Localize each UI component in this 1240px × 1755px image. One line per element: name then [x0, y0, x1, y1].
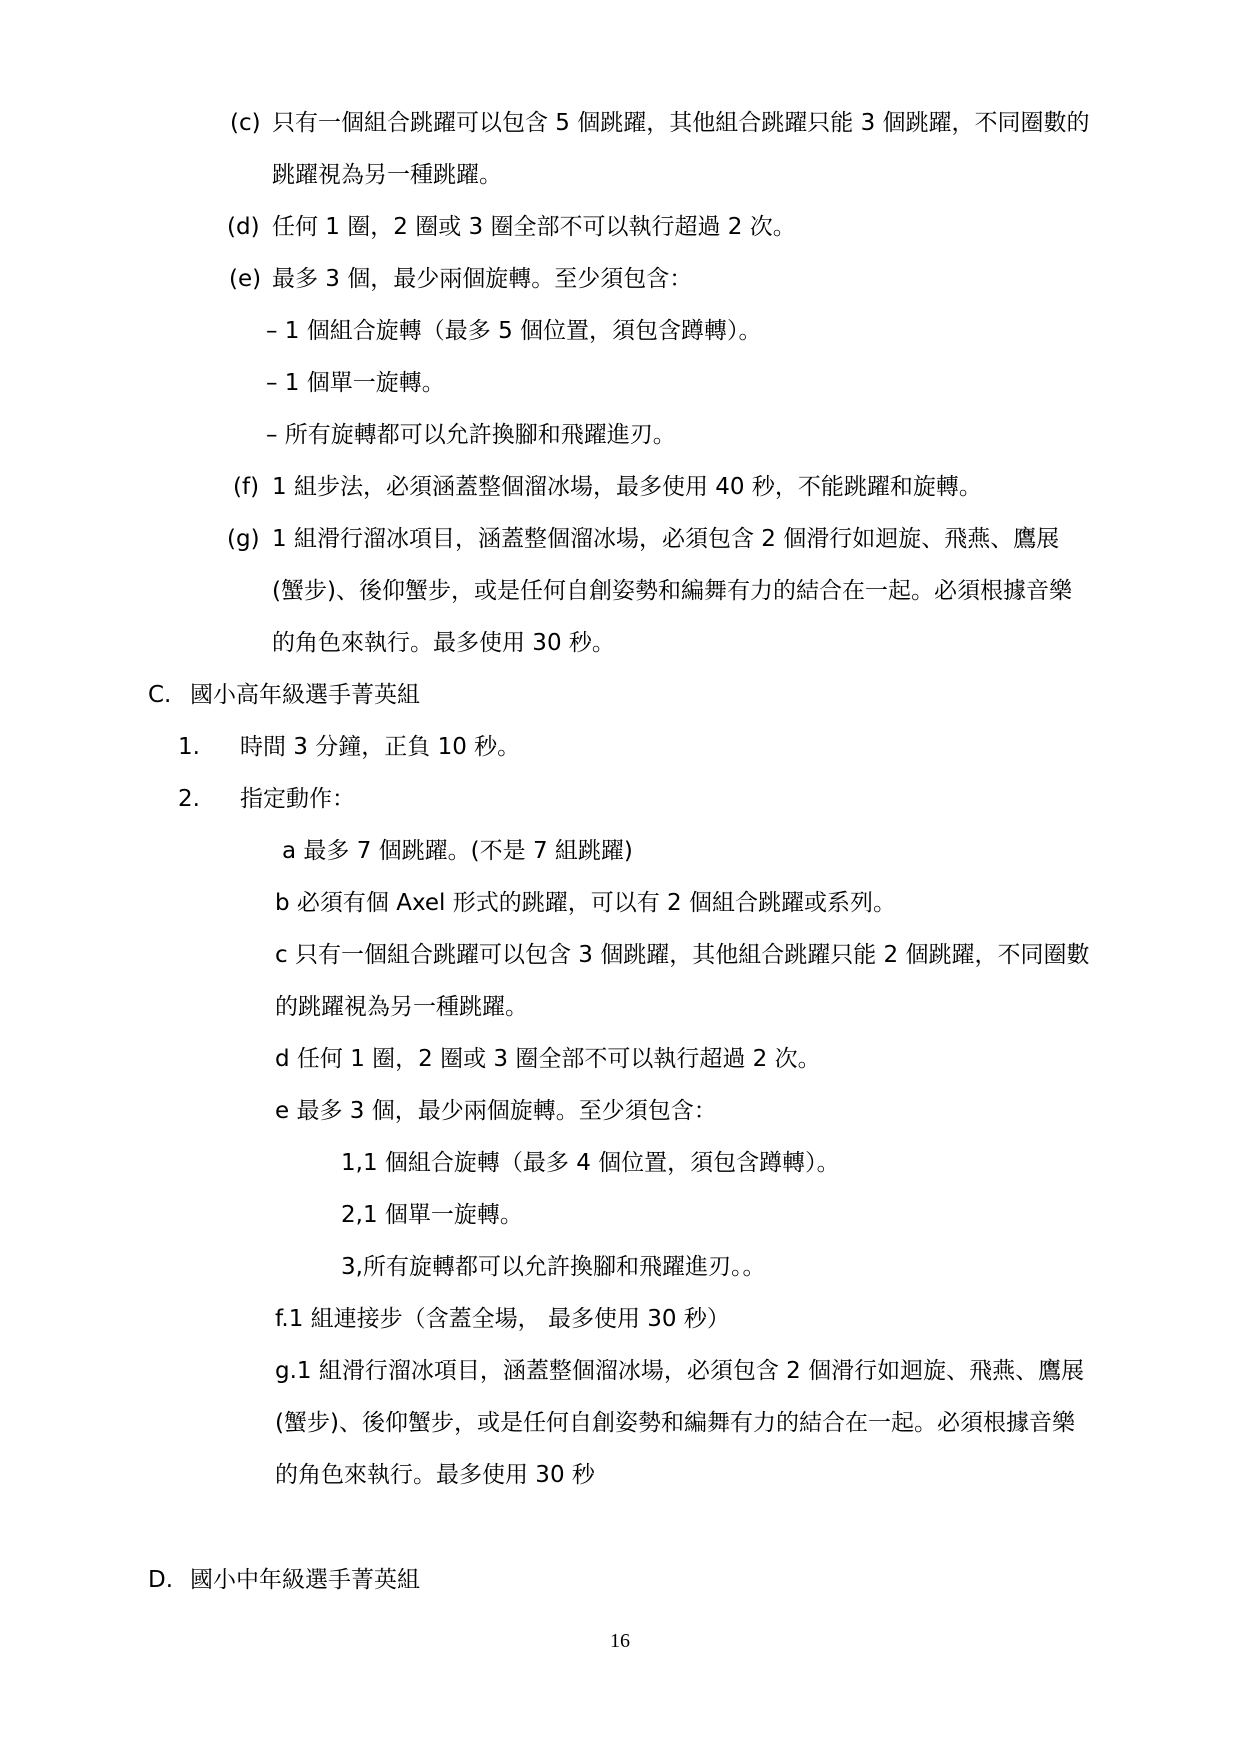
section-c-c: c 只有一個組合跳躍可以包含 3 個跳躍，其他組合跳躍只能 2 個跳躍，不同圈數: [275, 942, 1090, 968]
section-c-item1-number: 1.: [178, 734, 200, 760]
section-c-c-cont: 的跳躍視為另一種跳躍。: [275, 994, 528, 1020]
section-c-f: f.1 組連接步（含蓋全場， 最多使用 30 秒）: [275, 1306, 730, 1332]
item-g-text-cont1: (蟹步)、後仰蟹步，或是任何自創姿勢和編舞有力的結合在一起。必須根據音樂: [272, 578, 1072, 604]
item-e-sub3: – 所有旋轉都可以允許換腳和飛躍進刃。: [266, 422, 676, 448]
item-g-text-cont2: 的角色來執行。最多使用 30 秒。: [272, 630, 615, 656]
section-c-g: g.1 組滑行溜冰項目，涵蓋整個溜冰場，必須包含 2 個滑行如迴旋、飛燕、鷹展: [275, 1358, 1085, 1384]
section-c-g-cont1: (蟹步)、後仰蟹步，或是任何自創姿勢和編舞有力的結合在一起。必須根據音樂: [275, 1410, 1075, 1436]
item-c-label: (c): [230, 110, 261, 136]
section-c-g-cont2: 的角色來執行。最多使用 30 秒: [275, 1462, 595, 1488]
section-c-e: e 最多 3 個，最少兩個旋轉。至少須包含：: [275, 1098, 717, 1124]
item-c-text-cont: 跳躍視為另一種跳躍。: [272, 162, 502, 188]
item-c-text: 只有一個組合跳躍可以包含 5 個跳躍，其他組合跳躍只能 3 個跳躍，不同圈數的: [272, 110, 1090, 136]
item-f-label: (f): [233, 474, 260, 500]
section-c-e-sub3: 3,所有旋轉都可以允許換腳和飛躍進刃。。: [341, 1254, 766, 1280]
section-c-item2-number: 2.: [178, 786, 200, 812]
section-c-item2-text: 指定動作：: [240, 786, 355, 812]
section-d-label: D.: [148, 1567, 174, 1593]
item-e-sub2: – 1 個單一旋轉。: [266, 370, 445, 396]
section-d-title: 國小中年級選手菁英組: [190, 1567, 420, 1593]
item-g-text: 1 組滑行溜冰項目，涵蓋整個溜冰場，必須包含 2 個滑行如迴旋、飛燕、鷹展: [272, 526, 1060, 552]
section-c-label: C.: [148, 682, 172, 708]
section-c-e-sub1: 1,1 個組合旋轉（最多 4 個位置，須包含蹲轉）。: [341, 1150, 840, 1176]
item-e-sub1: – 1 個組合旋轉（最多 5 個位置，須包含蹲轉）。: [266, 318, 762, 344]
section-c-b: b 必須有個 Axel 形式的跳躍，可以有 2 個組合跳躍或系列。: [275, 890, 896, 916]
section-c-item1-text: 時間 3 分鐘，正負 10 秒。: [240, 734, 521, 760]
section-c-e-sub2: 2,1 個單一旋轉。: [341, 1202, 523, 1228]
section-c-title: 國小高年級選手菁英組: [190, 682, 420, 708]
item-d-label: (d): [227, 214, 260, 240]
item-d-text: 任何 1 圈，2 圈或 3 圈全部不可以執行超過 2 次。: [272, 214, 796, 240]
item-f-text: 1 組步法，必須涵蓋整個溜冰場，最多使用 40 秒，不能跳躍和旋轉。: [272, 474, 982, 500]
item-g-label: (g): [227, 526, 260, 552]
item-e-label: (e): [229, 266, 262, 292]
item-e-text: 最多 3 個，最少兩個旋轉。至少須包含：: [272, 266, 693, 292]
page-number: 16: [610, 1630, 630, 1652]
section-c-a: a 最多 7 個跳躍。(不是 7 組跳躍): [282, 838, 633, 864]
section-c-d: d 任何 1 圈，2 圈或 3 圈全部不可以執行超過 2 次。: [275, 1046, 821, 1072]
